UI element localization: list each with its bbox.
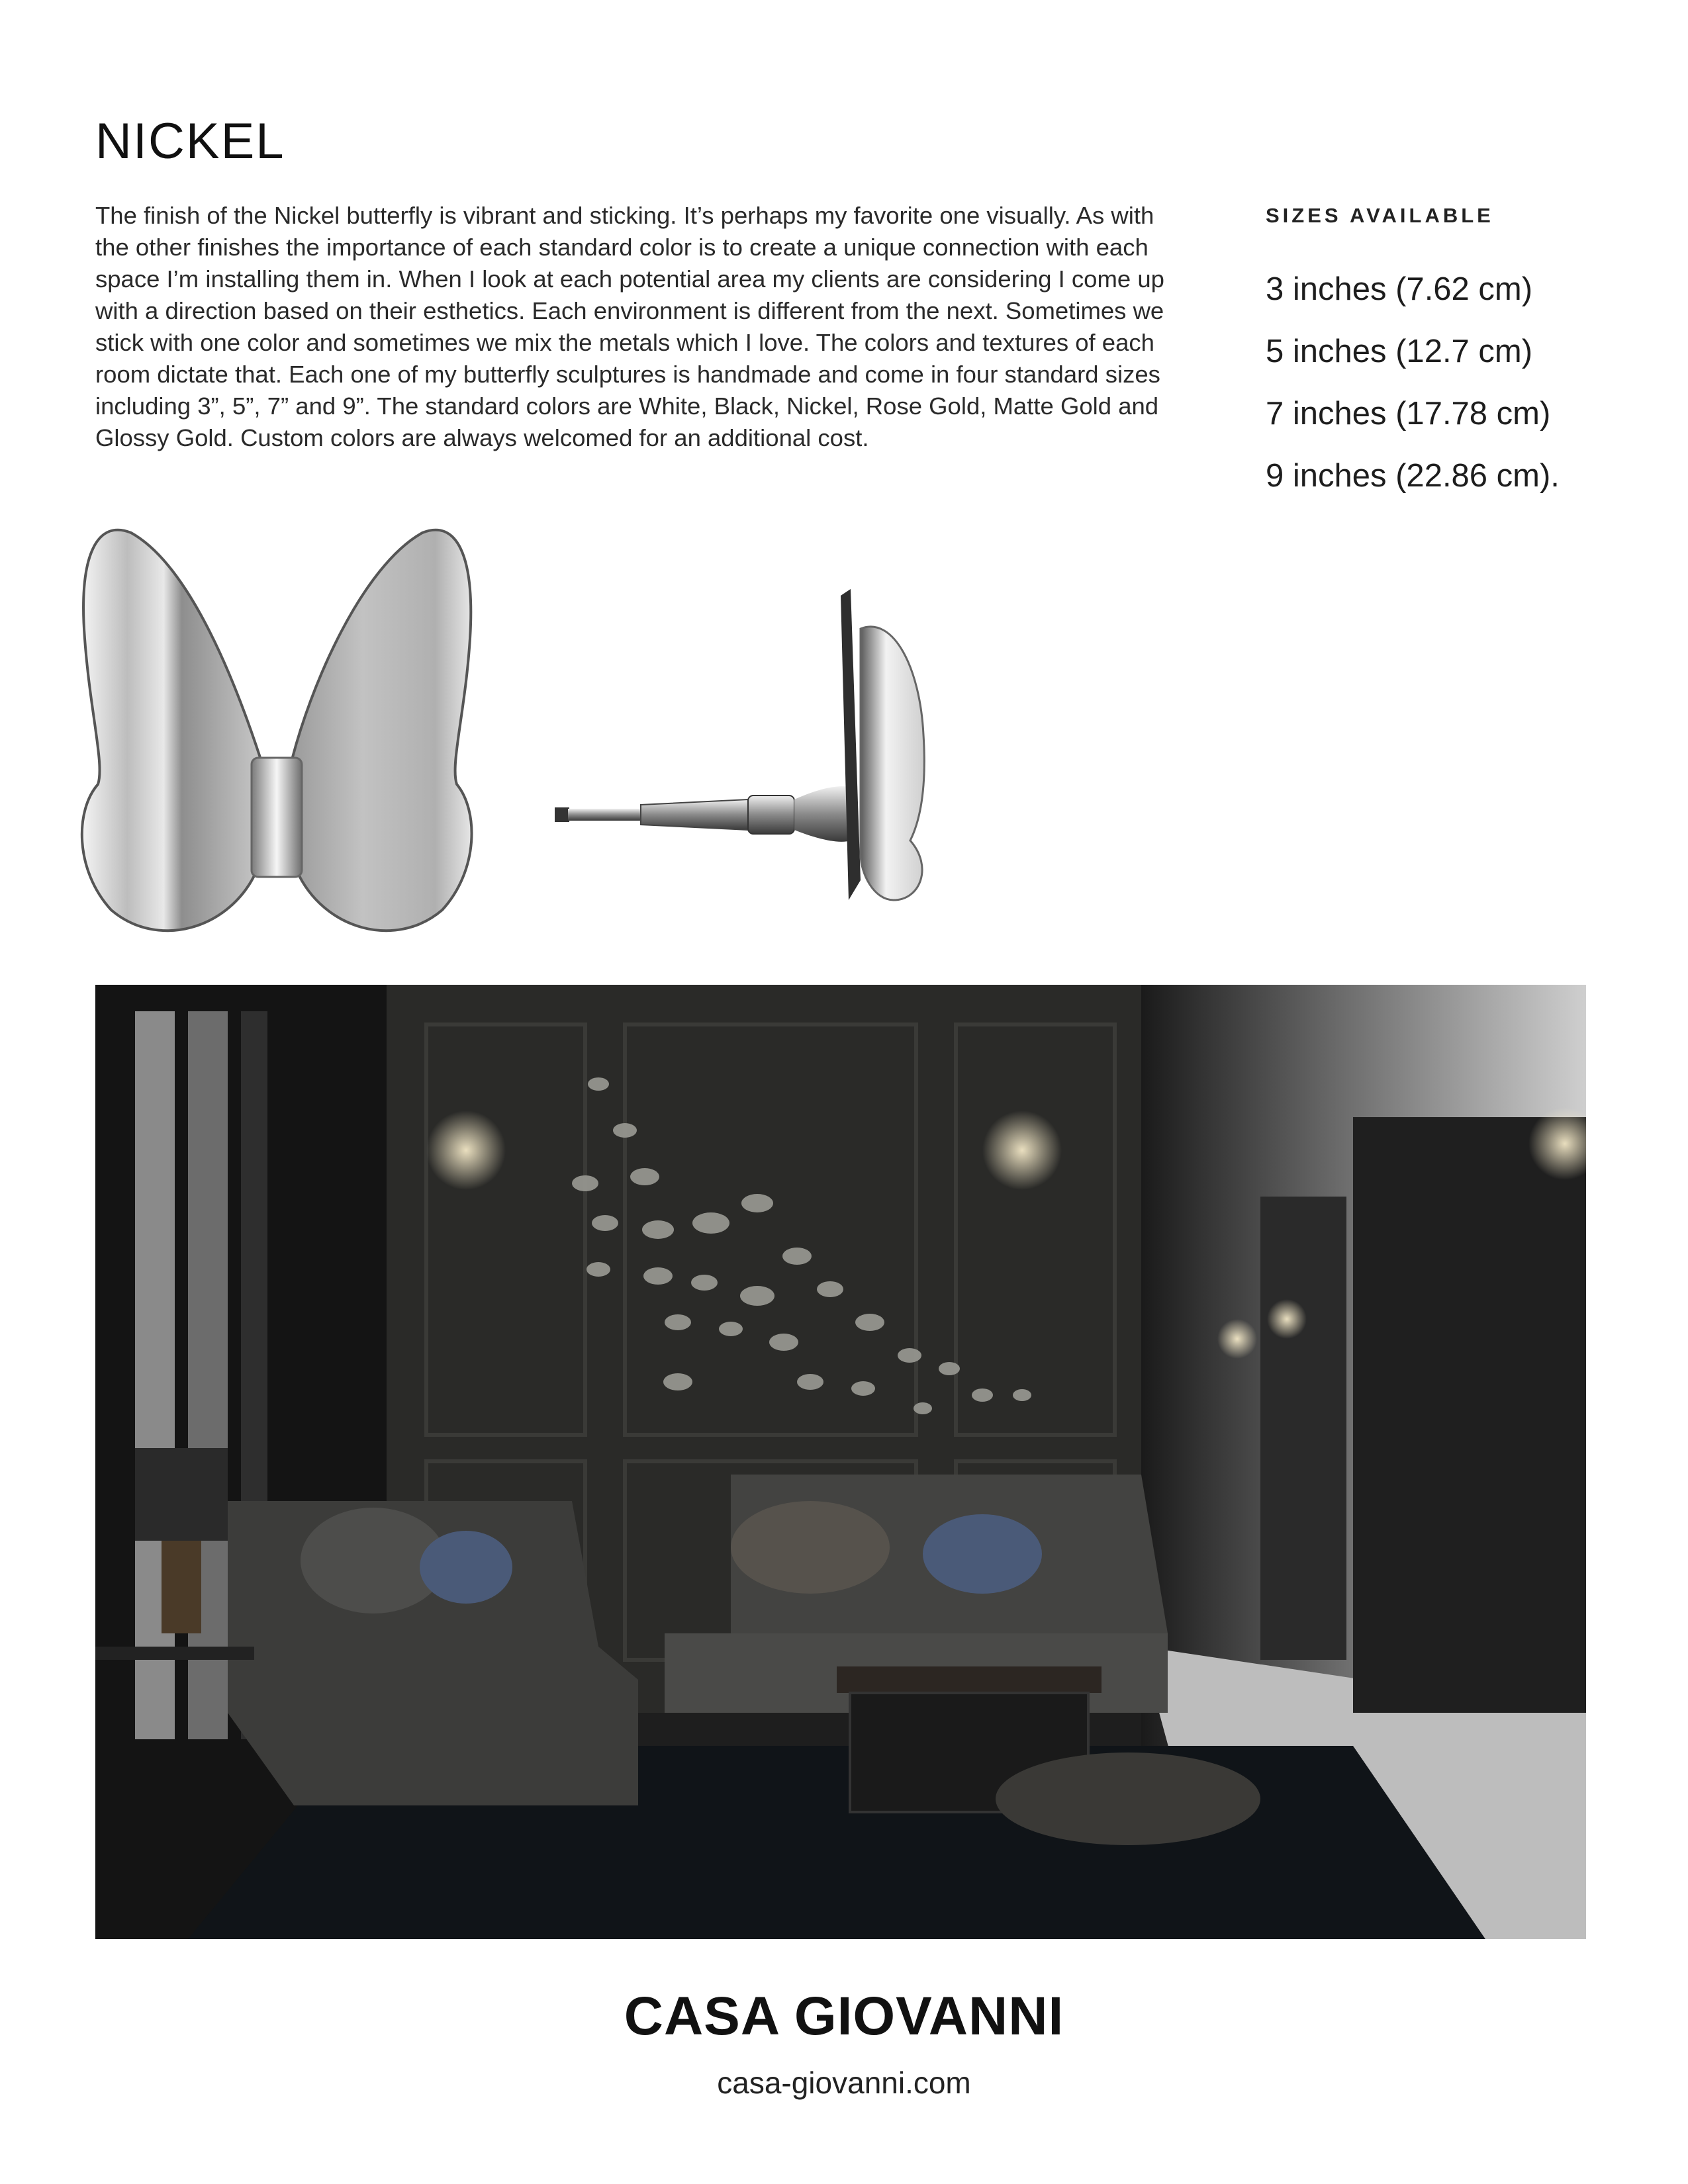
butterfly-side-image xyxy=(549,589,947,920)
brand-logo: CASA GIOVANNI xyxy=(624,1986,1064,2046)
website-link[interactable]: casa-giovanni.com xyxy=(717,2066,971,2100)
page-title: NICKEL xyxy=(95,113,285,169)
room-illustration xyxy=(95,985,1586,1939)
butterfly-front-image xyxy=(78,526,475,943)
sizes-heading: SIZES AVAILABLE xyxy=(1266,204,1494,227)
size-item: 9 inches (22.86 cm). xyxy=(1266,458,1560,494)
room-scene-image xyxy=(95,985,1586,1939)
size-item: 7 inches (17.78 cm) xyxy=(1266,396,1551,432)
size-item: 3 inches (7.62 cm) xyxy=(1266,271,1533,307)
size-item: 5 inches (12.7 cm) xyxy=(1266,334,1533,369)
description-paragraph: The finish of the Nickel butterfly is vibrant and sticking. It’s perhaps my favorite one visually. As with the other finishes the importance of each standard color is to create a unique connection with each space I’m installing them in. When I look at each potential area my clients are considering I come up with a direction based on their esthetics. Each environment is different from the next. Sometimes we stick with one color and sometimes we mix the metals which I love. The colors and textures of each room dictate that. Each one of my butterfly sculptures is handmade and come in four standard sizes including 3”, 5”, 7” and 9”. The standard colors are White, Black, Nickel, Rose Gold, Matte Gold and Glossy Gold. Custom colors are always welcomed for an additional cost. xyxy=(95,202,1164,451)
sizes-list xyxy=(1266,258,1560,507)
